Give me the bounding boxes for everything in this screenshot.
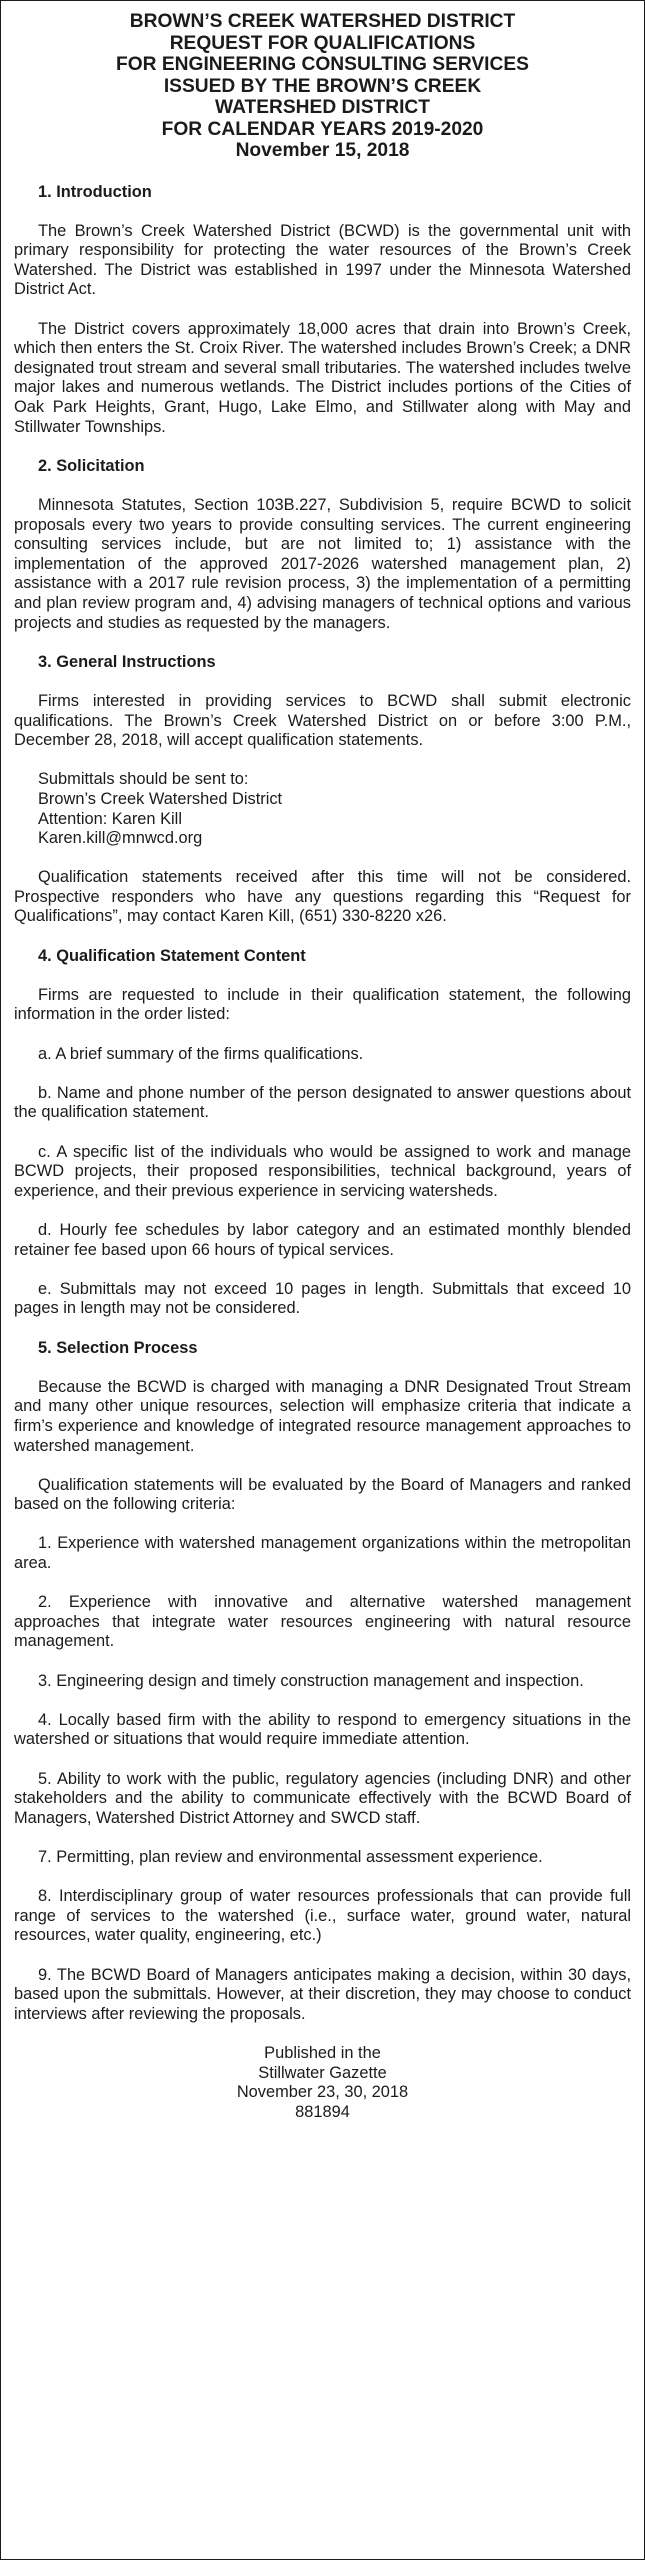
title-line: REQUEST FOR QUALIFICATIONS (169, 32, 476, 54)
content-intro: Firms are requested to include in their qualification statement, the following information in the order listed: (14, 985, 631, 1024)
title-line: FOR ENGINEERING CONSULTING SERVICES (116, 54, 529, 75)
section-heading-content: 4. Qualification Statement Content (38, 946, 306, 965)
selection-criterion: 2. Experience with innovative and alternative watershed management approaches that integrate water resources engineering with natural resource management. (14, 1593, 631, 1651)
newspaper-name: Stillwater Gazette (258, 2063, 387, 2082)
publication-dates: November 23, 30, 2018 (236, 2083, 409, 2102)
title-line: WATERSHED DISTRICT (215, 97, 430, 118)
section-heading-solicitation: 2. Solicitation (38, 456, 145, 475)
introduction-paragraph: The Brown’s Creek Watershed District (BCWD) is the governmental unit with primary responsibility for protecting the water resources of the Brown’s Creek Watershed. The District was established in 1997 under the Minnesota Watershed District Act. (14, 221, 631, 299)
selection-criterion: 4. Locally based firm with the ability to respond to emergency situations in the watershed or situations that would require immediate attention. (14, 1710, 631, 1749)
introduction-paragraph: The District covers approximately 18,000 acres that drain into Brown’s Creek, which then enters the St. Croix River. The watershed includes Brown’s Creek; a DNR designated trout stream and several small tributaries. The watershed includes twelve major lakes and numerous wetlands. The District includes portions of the Cities of Oak Park Heights, Grant, Hugo, Lake Elmo, and Stillwater along with May and Stillwater Townships. (14, 319, 631, 436)
title-line: BROWN’S CREEK WATERSHED DISTRICT (129, 11, 516, 32)
content-item: a. A brief summary of the firms qualifications. (38, 1044, 364, 1063)
title-line: ISSUED BY THE BROWN’S CREEK (163, 75, 482, 97)
selection-intro: Because the BCWD is charged with managing a DNR Designated Trout Stream and many other unique resources, selection will emphasize criteria that indicate a firm’s experience and knowledge of integrated resource management approaches to watershed management. (14, 1377, 631, 1455)
general-instructions-closing: Qualification statements received after this time will not be considered. Prospective responders who have any questions regarding this “Request for Qualifications”, may contact Karen Kill, (651) 330-8220 x26. (14, 868, 631, 926)
address-attention: Attention: Karen Kill (38, 809, 182, 828)
address-email: Karen.kill@mnwcd.org (38, 829, 203, 848)
content-item: d. Hourly fee schedules by labor category and an estimated monthly blended retainer fee based upon 66 hours of typical services. (14, 1220, 631, 1259)
publication-footer (14, 2044, 631, 2122)
address-organization: Brown’s Creek Watershed District (38, 789, 283, 808)
selection-intro-criteria: Qualification statements will be evaluated by the Board of Managers and ranked based on the following criteria: (14, 1475, 631, 1514)
content-item: b. Name and phone number of the person designated to answer questions about the qualification statement. (14, 1083, 631, 1122)
content-item: e. Submittals may not exceed 10 pages in length. Submittals that exceed 10 pages in length may not be considered. (14, 1279, 631, 1318)
selection-criterion: 7. Permitting, plan review and environmental assessment experience. (38, 1847, 543, 1866)
ad-number: 881894 (295, 2102, 350, 2121)
submittal-address (14, 770, 631, 848)
published-in-label: Published in the (264, 2043, 381, 2062)
section-heading-general-instructions: 3. General Instructions (38, 652, 216, 671)
general-instructions-intro: Firms interested in providing services to BCWD shall submit electronic qualifications. The Brown’s Creek Watershed District on or before 3:00 P.M., December 28, 2018, will accept qualification statements. (14, 691, 631, 750)
address-label: Submittals should be sent to: (38, 770, 249, 789)
selection-criterion: 9. The BCWD Board of Managers anticipates making a decision, within 30 days, based upon the submittals. However, at their discretion, they may choose to conduct interviews after reviewing the proposals. (14, 1965, 631, 2023)
title-date: November 15, 2018 (235, 140, 410, 161)
section-heading-introduction: 1. Introduction (38, 182, 152, 201)
section-heading-selection: 5. Selection Process (38, 1338, 198, 1357)
selection-criterion: 1. Experience with watershed management organizations within the metropolitan area. (14, 1534, 631, 1573)
notice-title (14, 11, 631, 162)
selection-criterion: 8. Interdisciplinary group of water resources professionals that can provide full range of services to the watershed (i.e., surface water, ground water, natural resources, water quality, engineering, etc.) (14, 1887, 631, 1945)
selection-criterion: 3. Engineering design and timely construction management and inspection. (38, 1671, 584, 1690)
content-item: c. A specific list of the individuals who would be assigned to work and manage BCWD projects, their proposed responsibilities, technical background, years of experience, and their previous experience in servicing watersheds. (14, 1142, 631, 1200)
title-line: FOR CALENDAR YEARS 2019-2020 (161, 118, 484, 140)
solicitation-paragraph: Minnesota Statutes, Section 103B.227, Subdivision 5, require BCWD to solicit proposals every two years to provide consulting services. The current engineering consulting services include, but are not limited to; 1) assistance with the implementation of the approved 2017-2026 watershed management plan, 2) assistance with a 2017 rule revision process, 3) the implementation of a permitting and plan review program and, 4) advising managers of technical options and various projects and studies as requested by the managers. (14, 496, 631, 632)
selection-criterion: 5. Ability to work with the public, regulatory agencies (including DNR) and other stakeholders and the ability to communicate effectively with the BCWD Board of Managers, Watershed District Attorney and SWCD staff. (14, 1769, 631, 1827)
